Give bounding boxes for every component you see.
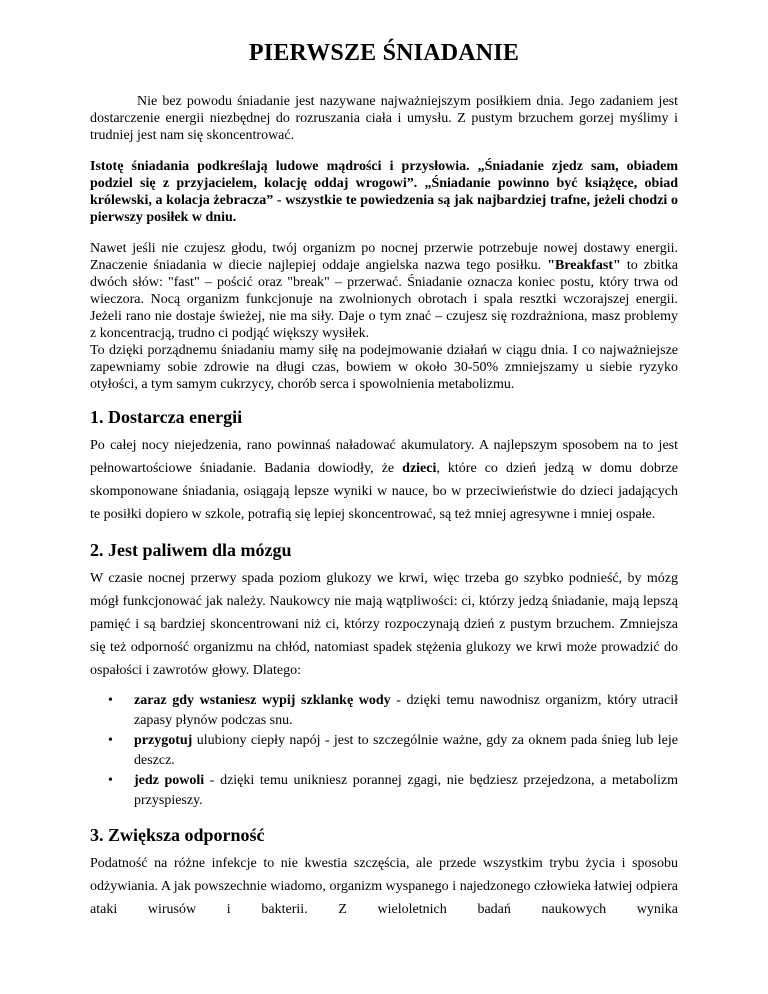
list-item-bold: jedz powoli <box>134 773 205 788</box>
section-text-3: Podatność na różne infekcje to nie kwestia szczęścia, ale przede wszystkim trybu życia i sposobu odżywiania. A jak powszechnie wiadomo, organizm wyspanego i najedzonego człowieka łatwiej odpiera ataki wirusów i bakterii. Z wieloletnich badań naukowych wynika <box>90 856 678 917</box>
section-text-2: W czasie nocnej przerwy spada poziom glukozy we krwi, więc trzeba go szybko podnieść, by mózg mógł funkcjonować jak należy. Naukowcy nie mają wątpliwości: ci, którzy jedzą śniadanie, mają lepszą pamięć i są bardziej skoncentrowani niż ci, którzy rozpoczynają dzień z pustym brzuchem. Zmniejsza się też odporność organizmu na chłód, natomiast spadek stężenia glukozy we krwi może prowadzić do ospałości i zawrotów głowy. Dlatego: <box>90 571 678 678</box>
list-item <box>134 731 678 771</box>
intro-p3-breakfast: "Breakfast" <box>547 258 621 273</box>
list-item-text: - dzięki temu nawodnisz organizm, który utracił zapasy płynów podczas snu. <box>134 693 678 728</box>
tips-list <box>90 691 678 811</box>
section-heading-3: 3. Zwiększa odporność <box>90 825 265 845</box>
intro-paragraph-1: Nie bez powodu śniadanie jest nazywane najważniejszym posiłkiem dnia. Jego zadaniem jest dostarczenie energii niezbędnej do rozruszania ciała i umysłu. Z pustym brzuchem gorzej myślimy i trudniej jest nam się skoncentrować. <box>90 94 678 143</box>
intro-p3-text-a: Nawet jeśli nie czujesz głodu, twój organizm po nocnej przerwie potrzebuje nowej dostawy energii. Znaczenie śniadania w diecie najlepiej oddaje angielska nazwa tego posiłku. <box>90 241 678 273</box>
section-1-bold-children: dzieci <box>402 461 437 476</box>
intro-paragraph-2: Istotę śniadania podkreślają ludowe mądrości i przysłowia. „Śniadanie zjedz sam, obiadem podziel się z przyjacielem, kolację oddaj wrogowi”. „Śniadanie powinno być książęce, obiad królewski, a kolacja żebracza” - wszystkie te powiedzenia są jak najbardziej trafne, jeżeli chodzi o pierwszy posiłek w dniu. <box>90 159 678 225</box>
intro-p3-text-b: to zbitka dwóch słów: "fast" – pościć oraz "break" – przerwać. Śniadanie oznacza koniec postu, który trwa od wieczora. Nocą organizm funkcjonuje na zwolnionych obrotach i spala resztki wczorajszej energii. Jeżeli rano nie dostaje świeżej, nie ma siły. Daje o tym znać – czujesz się rozdrażniona, masz problemy z koncentracją, trudno ci podjąć większy wysiłek. <box>90 258 678 341</box>
intro-paragraph-3 <box>90 240 678 342</box>
list-item <box>134 691 678 731</box>
section-heading-1: 1. Dostarcza energii <box>90 407 243 427</box>
section-text-1 <box>90 434 678 526</box>
list-item-bold: przygotuj <box>134 733 193 748</box>
list-item-text: ulubiony ciepły napój - jest to szczególnie ważne, gdy za oknem pada śnieg lub leje deszcz. <box>134 733 678 768</box>
list-item <box>134 771 678 811</box>
section-1-text-a: Po całej nocy niejedzenia, rano powinnaś naładować akumulatory. A najlepszym sposobem na to jest pełnowartościowe śniadanie. Badania dowiodły, że <box>90 438 678 476</box>
section-1-text-b: , które co dzień jedzą w domu dobrze skomponowane śniadania, osiągają lepsze wyniki w nauce, bo w przeciwieństwie do dzieci jadających te posiłki dopiero w szkole, potrafią się lepiej skoncentrować, są też mniej agresywne i mniej ospałe. <box>90 461 678 522</box>
list-item-bold: zaraz gdy wstaniesz wypij szklankę wody <box>134 693 391 708</box>
section-heading-2: 2. Jest paliwem dla mózgu <box>90 540 292 560</box>
list-item-text: - dzięki temu unikniesz porannej zgagi, nie będziesz przejedzona, a metabolizm przyspieszy. <box>134 773 678 808</box>
intro-paragraph-4: To dzięki porządnemu śniadaniu mamy siłę na podejmowanie działań w ciągu dnia. I co najważniejsze zapewniamy sobie zdrowie na długi czas, bowiem w około 30-50% zmniejszamy u siebie ryzyko otyłości, a tym samym cukrzycy, chorób serca i spowolnienia metabolizmu. <box>90 343 678 392</box>
page-title: PIERWSZE ŚNIADANIE <box>248 40 520 66</box>
